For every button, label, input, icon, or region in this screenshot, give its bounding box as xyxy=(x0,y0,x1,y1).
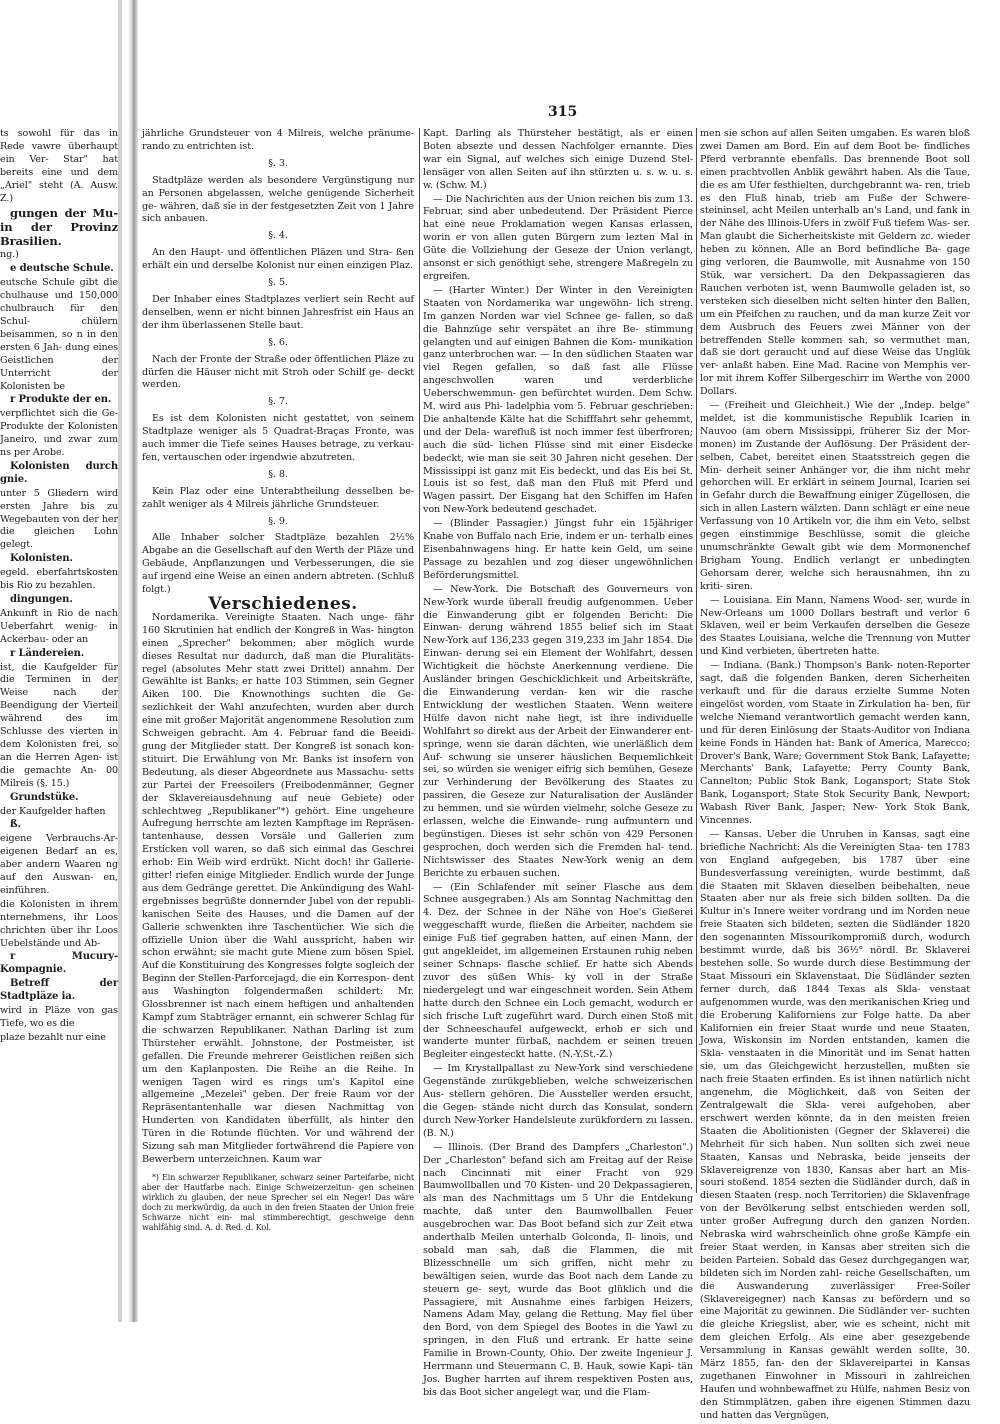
binding-shadow-inner xyxy=(118,0,122,1322)
paragraph: eigene Verbrauchs-Ar- eigenen Bedarf an es, aber andern Waaren ng auf den Auswan- en, einführen. xyxy=(0,833,118,896)
paragraph-number: §. 5. xyxy=(268,277,288,289)
paragraph: — (Blinder Passagier.) Jüngst fuhr ein 15jähriger Knabe von Buffalo nach Erie, indem er un- terhalb eines Eisenbahnwagens hing. Er hatte kein Geld, um seine Passage zu bezahlen und zog dieser ungewöhnlichen Beförderungsmittel. xyxy=(423,518,693,581)
paragraph: Kein Plaz oder eine Unterabtheilung desselben be- zahlt weniger als 4 Milreis jährliche Grundsteuer. xyxy=(142,485,414,510)
column-1 xyxy=(142,128,414,1234)
paragraph: Nordamerika. Vereinigte Staaten. Nach unge- fähr 160 Skrutinien hat endlich der Kongreß in Was- hington einen „Sprecher" bekommen; aber möglich wurde dieses Resultat nur dadurch, daß man die Pluralitäts- regel (absolutes Mehr statt zwei Drittel) annahm. Der Gewählte ist Banks; er hatte 103 Stimmen, sein Gegner Aiken 100. Die Knownothings suchten die Ge- sezlichkeit der Wahl anzufechten, wurden aber durch eine mit großer Majorität angenommene Resolution zum Schweigen gebracht. Am 4. Februar fand die Beeidi- gung der Mitglieder statt. Der Kongreß ist sonach kon- stituirt. Die Erwählung von Mr. Banks ist insofern von Bedeutung, als dieser Abgeordnete aus Massachu- setts zur Partei der Freesoilers (Freibodenmänner, Gegner der Sklavereiausdehnung auf neue Gebiete) oder schlechtweg „Republikaner"*) gehört. Eine ungeheure Aufregung herrschte am lezten Kampftage im Repräsen- tantenhause, dessen Vorsäle und Gallerien zum Ersticken voll waren, so daß sich einmal das Geschrei erhob: Ein Weib wird erdrükt. Nicht doch! ihr Gallerie-gitter! riefen einige Mitglieder. Endlich wurde der Junge aus dem Gedränge gerettet. Die Ankündigung des Wahl- ergebnisses begrüßte donnernder Jubel von der republi- kanischen Seite des Hauses, und die Damen auf der Gallerie schwenkten ihre Taschentücher. Wie sich die offizielle Union über die Wahl ausspricht, haben wir schon erwähnt; sie macht gute Miene zum bösen Spiel. Auf die Konstituirung des Kongresses folgte sogleich der Beginn der Stellen-Parforcejagd, die ein Korrespon- dent aus Washington folgendermaßen schildert: Mr. Glossbrenner ist nach einem heftigen und anhaltenden Kampf zum Stabträger ernannt, ein schwerer Schlag für die schwarzen Republikaner. Nathan Darling ist zum Thürsteher erwählt. Johnstone, der Postmeister, ist gefallen. Die Freunde mehrerer Geistlichen reißen sich um den Kaplanposten. Die Reihe an die Reihe. In wenigen Tagen wird es rings um's Kapitol eine allgemeine „Mezelei" geben. Der freie Raum vor der Repräsentantenhalle war diesen Nachmittag von Hunderten von Kandidaten überfüllt, als hinter den Türen in die Rotunde flüchten. Vor und während der Sizung sah man Mitglieder fortwährend die Papiere von Bewerbern unterzeichnen. Kaum war xyxy=(142,611,414,1165)
page-number: 315 xyxy=(548,104,578,120)
paragraph-number: §. 8. xyxy=(268,468,288,480)
paragraph: — (Ein Schlafender mit seiner Flasche aus dem Schnee ausgegraben.) Als am Sonntag Nachmittag den 4. Dez. der Schnee in der Nähe von Hoe's Gießerei weggeschafft wurde, fließen die Arbeiter, nachdem sie einige Fuß tief gegraben hatten, auf einen Mann, der gut angekleidet, im allgemeinen Erstaunen ruhig neben seiner Schnaps- flasche schlief. Er hatte sich Abends zuvor des süßen Whis- ky voll in der Straße niedergelegt und war eingeschneit worden. Sein Athem hatte durch den Schnee ein Loch gemacht, wodurch er sich frische Luft zugeführt ward. Durch einen Stoß mit der Schneeschaufel aufgeweckt, erhob er sich und wanderte munter fürbaß, nachdem er seinen treuen Begleiter eingesteckt hatte. (N.-Y.St.-Z.) xyxy=(423,881,693,1061)
paragraph: ng.) xyxy=(0,249,19,261)
paragraph: Alle Inhaber solcher Stadtpläze bezahlen 2½% Abgabe an die Gesellschaft auf den Werth der Pläze und Gebäude, Anpflanzungen und Verbesserungen, die sie auf irgend eine Weise an einen andern abtreten. (Schluß folgt.) xyxy=(142,532,414,596)
paragraph-number: §. 6. xyxy=(268,336,288,348)
paragraph: jährliche Grundsteuer von 4 Milreis, welche pränume- rando zu entrichten ist. xyxy=(142,128,414,152)
subheading: r Produkte der en. xyxy=(10,394,112,406)
paragraph: ts sowohl für das in Rede vawre überhaupt ein Ver- Star" hat bereits eine und dem „Ariel" steht (A. Ausw. Z.) xyxy=(0,128,118,204)
subheading: e deutsche Schule. xyxy=(10,263,114,275)
paragraph: egeld. eberfahrtskosten bis Rio zu bezahlen. xyxy=(0,567,118,592)
footnote: *) Ein schwarzer Republikaner, schwarz seiner Parteifarbe, nicht aber der Hautfarbe nach. Einige Schweizerzeitun- gen scheinen wirklich zu glauben, der neue Sprecher sei ein Neger! Das wäre doch zu merkwürdig, da auch in den freien Staaten der Union freie Schwarze nicht ein- mal stimmberechtigt, geschweige denn wahlfähig sind. A. d. Red. d. Kol. xyxy=(142,1172,414,1232)
paragraph: verpflichtet sich die Ge- Produkte der Kolonisten Janeiro, und zwar zum ns per Arobe. xyxy=(0,408,118,459)
paragraph: — New-York. Die Botschaft des Gouverneurs von New-York wurde überall freudig aufgenommen. Ueber die Einwanderung gibt er folgenden Bericht: Die Einwan- derung während 1855 belief sich im Staat New-York auf 136,233 gegen 319,233 im Jahr 1854. Die Einwan- derung sei ein Element der Wohlfahrt, dessen Wichtigkeit die höchste Anerkennung verdiene. Die Ausländer bringen Geschicklichkeit und Arbeitskräfte, die Einwanderung verdan- ken wir die rasche Entwicklung der westlichen Staaten. Wenn weitere Hülfe davon nicht nahe liegt, ist ihre individuelle Wohlfahrt so direkt aus der Arbeit der Einwanderer ent- springe, wenn sie daran dächten, wie unerläßlich dem Auf- schwung sie unserer häuslichen Bequemlichkeit sei, so würden sie weniger eifrig sich bemühen, Geseze zur Verhinderung der Bevölkerung des Staates zu passiren, die Geseze zur Naturalisation der Ausländer zu hemmen, und sie würden vielmehr, solche Geseze zu erlassen, welche die Einwande- rung aufmuntern und begünstigen. Dieses ist sehr schön von 429 Personen gesprochen, doch werden sich die Fremden hal- tend. Nichtswisser des Staates New-York wenig an dem Berichte zu erbauen suchen. xyxy=(423,583,693,879)
subheading: Betreff der Stadtpläze ia. xyxy=(0,978,118,1003)
column-divider-2 xyxy=(696,128,697,1193)
paragraph: wird in Pläze von gas Tiefe, wo es die xyxy=(0,1005,118,1029)
paragraph: — Im Krystallpallast zu New-York sind verschiedene Gegenstände zurükgeblieben, welche schweizerischen Aus- stellern gehören. Die Aussteller werden ersucht, die Gegen- stände nicht durch das Konsulat, sondern durch New-Yorker Handelsleute zurükfordern zu lassen. (B. N.) xyxy=(423,1063,693,1139)
column-2 xyxy=(423,128,693,1401)
paragraph-number: §. 7. xyxy=(268,396,288,408)
section-heading: Verschiedenes. xyxy=(208,594,358,614)
paragraph: ist, die Kaufgelder für die Terminen in der Weise nach der Beendigung der Vierteil während des im Schlusse des vierten in dem Kolonisten frei, so an die Herren Agen- ist die gemachte An- 00 Milreis (§. 15.) xyxy=(0,661,118,789)
subheading: gungen der Mu- in der Provinz Brasilien. xyxy=(0,206,118,249)
paragraph: unter 5 Gliedern wird ersten Jahre bis zu Wegebauten von der her die gleichen Lohn gelegt. xyxy=(0,487,118,551)
paragraph: — Die Nachrichten aus der Union reichen bis zum 13. Februar, sind aber unbedeutend. Der Präsident Pierce hat eine neue Proklamation wegen Kansas erlassen, worin er von allen guten Bürgern zum lezten Mal in Güte die Vollziehung der Geseze der Union verlangt, ansonst er sich genöthigt sehe, strengere Maßregeln zu ergreifen. xyxy=(423,193,693,282)
paragraph: Nach der Fronte der Straße oder öffentlichen Pläze zu dürfen die Häuser nicht mit Stroh oder Schilf ge- deckt werden. xyxy=(142,353,414,391)
paragraph: Kapt. Darling als Thürsteher bestätigt, als er einen Boten absezte und dessen Nachfolger ernannte. Dies war ein Signal, auf welches sich einige Duzend Stel- lensäger von allen Seiten auf ihn stürzten u. s. w. u. s. w. (Schw. M.) xyxy=(423,128,693,191)
subheading: Kolonisten durch gnie. xyxy=(0,460,118,485)
column-divider-1 xyxy=(419,128,420,1193)
subheading: dingungen. xyxy=(10,594,73,605)
subheading: ß. xyxy=(10,819,21,831)
paragraph: — (Harter Winter.) Der Winter in den Vereinigten Staaten von Nordamerika war ungewöhn- lich streng. Im ganzen Norden war viel Schnee ge- fallen, so daß die Bahnzüge sehr verspätet an ihre Be- stimmung gelangten und auf einigen Bahnen die Kom- munikation ganz unterbrochen war. — In den südlichen Staaten war viel Regen gefallen, so daß fast alle Flüsse angeschwollen waren und verderbliche Ueberschwemmun- gen befürchtet wurden. Dem Schw. M. wird aus Phi- ladelphia vom 5. Februar geschrieben: Die anhaltende Kälte hat die Schifffahrt sehr gehemmt, und der Dela- warefluß ist noch immer fest überfroren; auch die süd- lichen Flüsse sind mit einer Eisdecke bedeckt, wie man sie seit 30 Jahren nicht gesehen. Der Mississippi ist ganz mit Eis bedeckt, und das Eis bei St. Louis ist so fest, daß man den Fluß mit Pferd und Wagen passirt. Der Eisgang hat den Schiffen im Hafen von New-York bedeutend geschadet. xyxy=(423,284,693,516)
subheading: Grundstüke. xyxy=(10,791,79,803)
paragraph: — Indiana. (Bank.) Thompson's Bank- noten-Reporter sagt, daß die folgenden Banken, deren Sicherheiten verkauft und für die daraus erzielte Summe Noten eingelöst worden, vom Staate in Zirkulation ha- ben, für welche Niemand verantwortlich gemacht werden kann, und für deren Einlösung der Staats-Auditor von Indiana keine Fonds in Händen hat: Bank of America, Marecco; Drover's Bank, Ware; Government Stok Bank, Lafayette; Merchants' Bank, Lafayette; Perry County Bank, Cannelton; Public Stok Bank, Logansport; State Stok Bank, Logansport; State Stok Security Bank, Newport; Wabash River Bank, Jasper; New- York Stok Bank, Vincennes. xyxy=(700,660,970,827)
column-3 xyxy=(700,128,970,1424)
paragraph: eutsche Schule gibt die chulhause und 150,000 chulbrauch für den Schul- chülern beisammen, so n in den ersten 6 Jah- dung eines Geistlichen der Unterricht der Kolonisten be xyxy=(0,277,118,392)
paragraph: plaze bezahlt nur eine xyxy=(0,1031,106,1043)
subheading: r Mucury-Kompagnie. xyxy=(0,951,118,976)
paragraph: Ankunft in Rio de nach Ueberfahrt wenig- in Ackerbau- oder an xyxy=(0,607,118,645)
paragraph: — Louisiana. Ein Mann, Namens Wood- ser, wurde in New-Orleans um 1000 Dollars bestraft und verlor 6 Sklaven, weil er beim Verkaufen derselben die Geseze des Staates Louisiana, welche die Trennung von Mutter und Kind verbieten, übertreten hatte. xyxy=(700,594,970,658)
binding-shadow xyxy=(128,0,138,1322)
paragraph: die Kolonisten in ihrem nternehmens, ihr Loos chrichten über ihr Loos Uebelstände und Ab- xyxy=(0,898,118,949)
column-cropped-left xyxy=(0,128,118,1046)
paragraph: Der Inhaber eines Stadtplazes verliert sein Recht auf denselben, wenn er nicht binnen Jahresfrist ein Haus an der ihm überlassenen Stelle baut. xyxy=(142,293,414,331)
paragraph-number: §. 3. xyxy=(268,157,288,169)
paragraph: Es ist dem Kolonisten nicht gestattet, von seinem Stadtplaze weniger als 5 Quadrat-Braças Fronte, was auch immer die Tiefe seines Hauses betrage, zu verkau- fen, vertauschen oder irgendwie abzutreten. xyxy=(142,413,414,463)
subheading: Kolonisten. xyxy=(10,553,73,565)
paragraph: Stadtpläze werden als besondere Vergünstigung nur an Personen abgelassen, welche genügende Sicherheit ge- währen, daß sie in der festgesetzten Zeit von 1 Jahre sich anbauen. xyxy=(142,174,414,225)
subheading: r Ländereien. xyxy=(10,647,85,659)
paragraph: — (Freiheit und Gleichheit.) Wie der „Indep. belge" meldet, ist die kommunistische Republik Icarien in Nauvoo (am obern Mississippi, früherer Siz der Mor- monen) im Zustande der Auflösung. Der Präsident der- selben, Cabet, bereitet einen Staatsstreich gegen die Min- derheit seiner Anhänger vor, die ihm nicht mehr gehorchen will. Er erklärt in seinem Journal, Icarien sei in Gefahr durch die Bewaffnung einiger Zügellosen, die sich in allen Lastern wälzten. Dann schlägt er eine neue Verfassung von 10 Artikeln vor, die ihm ein Veto, selbst gegen einstimmige Beschlüsse, somit die gleiche unumschränkte Gewalt gibt wie dem Mormonenchef Brigham Young. Endlich verlangt er unbedingten Gehorsam derer, welche sich herausnahmen, ihn zu kriti- siren. xyxy=(700,400,970,592)
paragraph-number: §. 9. xyxy=(268,515,288,527)
paragraph: der Kaufgelder haften xyxy=(0,805,106,817)
paragraph: — Illinois. (Der Brand des Dampfers „Charleston".) Der „Charleston" befand sich am Freitag auf der Reise nach Cincinnati mit einer Fracht von 929 Baumwollballen und 70 Kisten- und 20 Dekpassagieren, als man des Nachmittags um 5 Uhr die Entdekung machte, daß unter den Baumwollballen Feuer ausgebrochen war. Das Boot befand sich zur Zeit etwa anderthalb Meilen unterhalb Golconda, Il- linois, und sobald man sah, daß die Flammen, die mit Blizesschnelle um sich griffen, nicht mehr zu bewältigen seien, wurde das Boot nach dem Lande zu steuern ge- seyt, wurde das Boot glüklich und die Passagiere, mit Ausnahme eines farbigen Heizers, Namens Adam May, gelang die Rettung. May fiel über den Bord, von dem Spiegel des Bootes in die Yawl zu springen, in den Fluß und ertrank. Er hatte seine Familie in Brown-County, Ohio. Der zweite Ingenieur J. Herrmann und Steuermann C. B. Hauk, sowie Kapi- tän Jos. Bugher harrten auf ihrem respektiven Posten aus, bis das Boot sicher angelegt war, und die Flam- xyxy=(423,1141,693,1398)
paragraph-number: §. 4. xyxy=(268,230,288,242)
paragraph: men sie schon auf allen Seiten umgaben. Es waren bloß zwei Damen am Bord. Ein auf dem Boot be- findliches Pferd verbrannte ebenfalls. Das brennende Boot soll einen prachtvollen Anblik gewährt haben. Als die Taue, die es am Ufer festhielten, durchgebrannt wa- ren, trieb es den Fluß hinab, trieb am Fuße der Schwere- steininsel, acht Meilen unterhalb an's Land, und fank in der Nähe des Illinois-Ufers in zwölf Fuß tiefem Was- ser. Man glaubt die Sicherheitskiste mit Geldern zc. wieder heben zu können. Alle an Bord befindliche Ba- gage ging verloren, die Baumwolle, mit Ausnahme von 150 Stük, war versichert. Da den Dekpassagieren das Rauchen verboten ist, wenn Baumwolle geladen ist, so versteken sich dieselben nicht selten hinter den Ballen, um ein Pfeifchen zu rauchen, und da man kurze Zeit vor dem Ausbruch des Feuers zwei Männer von der betreffenden Stelle kommen sah, so vermuthet man, daß sie dort geraucht und auf diese Weise das Unglük ver- anlaßt haben. Eine Mad. Racine von Memphis ver- lor mit ihrem Koffer Silbergeschirr im Werthe von 2000 Dollars. xyxy=(700,128,970,398)
paragraph: — Kansas. Ueber die Unruhen in Kansas, sagt eine briefliche Nachricht: Als die Vereinigten Staa- ten 1783 von England aufgegeben, bis 1787 über eine Bundesverfassung vereinigten, wurde bestimmt, daß die Staaten mit Sklaven dieselben beibehalten, neue Staaten aber nur als freie sich bilden sollten. Da die Kultur in's Innere weiter vordrang und im Norden neue freie Staaten sich bildeten, sezten die Südländer 1820 den sogenannten Missourikompromiß durch, wodurch bestimmt wurde, daß bis 36½° nördl. Br. Sklaverei bestehen solle. So wurde durch diese Bestimmung der Staat Missouri ein Sklavenstaat. Die Südländer sezten ferner durch, daß 1844 Texas als Skla- venstaat aufgenommen wurde, was den merikanischen Krieg und die Eroberung Kaliforniens zur Folge hatte. Da aber Kalifornien ein freier Staat wurde und neue Staaten, Jowa, Wiskonsin im Norden entstanden, kamen die Skla- venstaaten in die Minorität und im Senat hatten sie, um das Gleichgewicht herzustellen, mußten sie nach freie Staaten erfinden. Es ist ihnen natürlich nicht angenehm, die Möglichkeit, daß von Seiten der Zentralgewalt die Skla- verei aufgehoben, aber erschwert werden könnte, da in den meisten freien Staaten die Abolitionisten (Gegner der Sklaverei) die Mehrheit für sich haben. Nun sollten sich zwei neue Staaten, Kansas und Nebraska, beide jenseits der Sklavereigrenze von 1830, Kansas aber hart an Mis- souri stoßend. 1854 sezten die Südländer durch, daß in diesen Staaten (resp. noch Territorien) die Sklavenfrage von der Bevölkerung selbst entschieden werden soll, unter großer Aufregung durch den ganzen Norden. Nebraska wird wahrscheinlich ohne große Kämpfe ein freier Staat werden, in Kansas aber streiten sich die beiden Parteien. Sobald das Gesez durchgegangen war, bildeten sich im Norden zahl- reiche Gesellschaften, um die Auswanderung zuverlässiger Free-Soiler (Sklavereigegner) nach Kansas zu befördern und so eine Majorität zu gewinnen. Die Südländer ver- suchten die gleiche Kriegslist, aber, wie es scheint, nicht mit dem gleichen Erfolg. Als eine aber gesezgebende Versammlung in Kansas gewählt werden sollte, 30. März 1855, fan- den der Sklavereipartei in Kansas zugethanen Einwohner in Missouri in zahlreichen Haufen und wohnbewaffnet zu Hülfe, nahmen Besiz von den Stimmplätzen, gaben ihre eigenen Stimmen dazu und hatten das Vergnügen, xyxy=(700,828,970,1421)
paragraph: An den Haupt- und öffentlichen Pläzen und Stra- ßen erhält ein und derselbe Kolonist nur einen einzigen Plaz. xyxy=(142,247,414,272)
